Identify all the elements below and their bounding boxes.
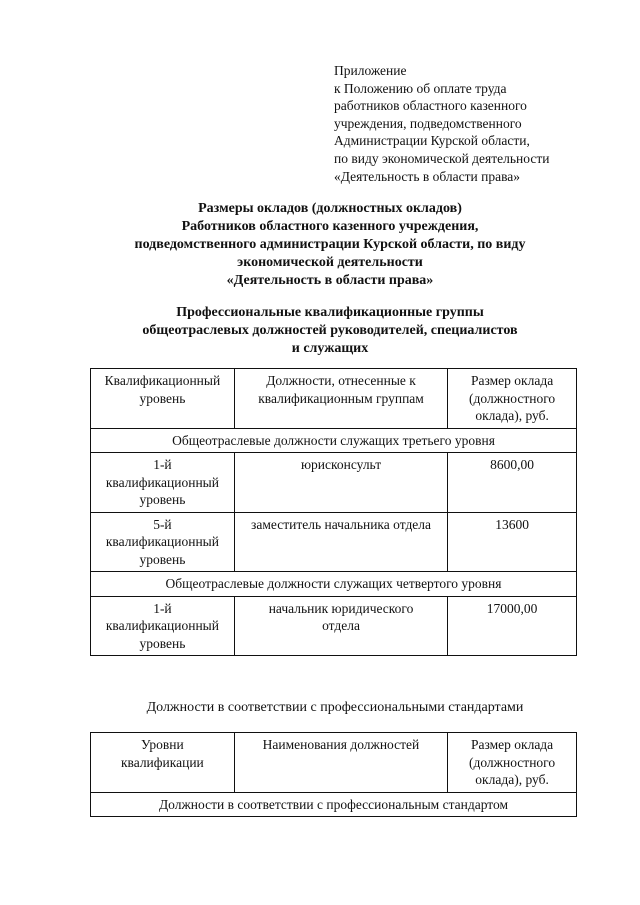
table-section-row: [91, 792, 577, 817]
section-title-fourth-level: Общеотраслевые должности служащих четвертого уровня: [91, 572, 577, 597]
salary-table-professional-standards: [90, 732, 577, 817]
salary-table-professional-groups: [90, 368, 577, 656]
document-title: [40, 200, 620, 290]
header-cell-position-names: Наименования должностей: [234, 733, 447, 793]
subtitle-line: и служащих: [291, 341, 369, 356]
cell-level: 1-й квалификационный уровень: [91, 596, 235, 656]
section-subtitle: [40, 304, 620, 358]
cell-level: 5-й квалификационный уровень: [91, 512, 235, 572]
table-row: [91, 596, 577, 656]
section-title-professional-standard: Должности в соответствии с профессиональным стандартом: [91, 792, 577, 817]
appendix-line: работников областного казенного: [334, 98, 527, 114]
title-line: «Деятельность в области права»: [226, 273, 434, 288]
subtitle-line: Профессиональные квалификационные группы: [176, 305, 484, 320]
professional-standards-heading: Должности в соответствии с профессиональными стандартами: [146, 700, 524, 715]
title-line: Работников областного казенного учреждения,: [181, 219, 479, 234]
appendix-line: Администрации Курской области,: [334, 133, 530, 149]
cell-position: заместитель начальника отдела: [234, 512, 447, 572]
header-cell-salary: Размер оклада (должностного оклада), руб.: [448, 733, 577, 793]
header-cell-salary: Размер оклада (должностного оклада), руб.: [448, 369, 577, 429]
section-title-third-level: Общеотраслевые должности служащих третьего уровня: [91, 428, 577, 453]
title-line: Размеры окладов (должностных окладов): [198, 201, 462, 216]
table-row: [91, 453, 577, 513]
cell-salary: 8600,00: [448, 453, 577, 513]
appendix-line: «Деятельность в области права»: [334, 168, 521, 184]
table-header-row: [91, 733, 577, 793]
cell-salary: 13600: [448, 512, 577, 572]
appendix-line: к Положению об оплате труда: [334, 80, 507, 96]
cell-salary: 17000,00: [448, 596, 577, 656]
subtitle-line: общеотраслевых должностей руководителей, специалистов: [142, 323, 518, 338]
header-cell-positions: Должности, отнесенные к квалификационным группам: [234, 369, 447, 429]
appendix-line: Приложение: [334, 63, 407, 78]
appendix-line: учреждения, подведомственного: [334, 115, 522, 131]
table-header-row: [91, 369, 577, 429]
header-cell-qualification-levels: Уровни квалификации: [91, 733, 235, 793]
title-line: подведомственного администрации Курской области, по виду: [134, 237, 526, 252]
table-row: [91, 512, 577, 572]
header-cell-level: Квалификационный уровень: [91, 369, 235, 429]
appendix-block: [334, 62, 634, 185]
table-section-row: [91, 572, 577, 597]
table-section-row: [91, 428, 577, 453]
cell-level: 1-й квалификационный уровень: [91, 453, 235, 513]
title-line: экономической деятельности: [237, 255, 423, 270]
cell-position: начальник юридического отдела: [234, 596, 447, 656]
appendix-line: по виду экономической деятельности: [334, 150, 550, 166]
cell-position: юрисконсульт: [234, 453, 447, 513]
